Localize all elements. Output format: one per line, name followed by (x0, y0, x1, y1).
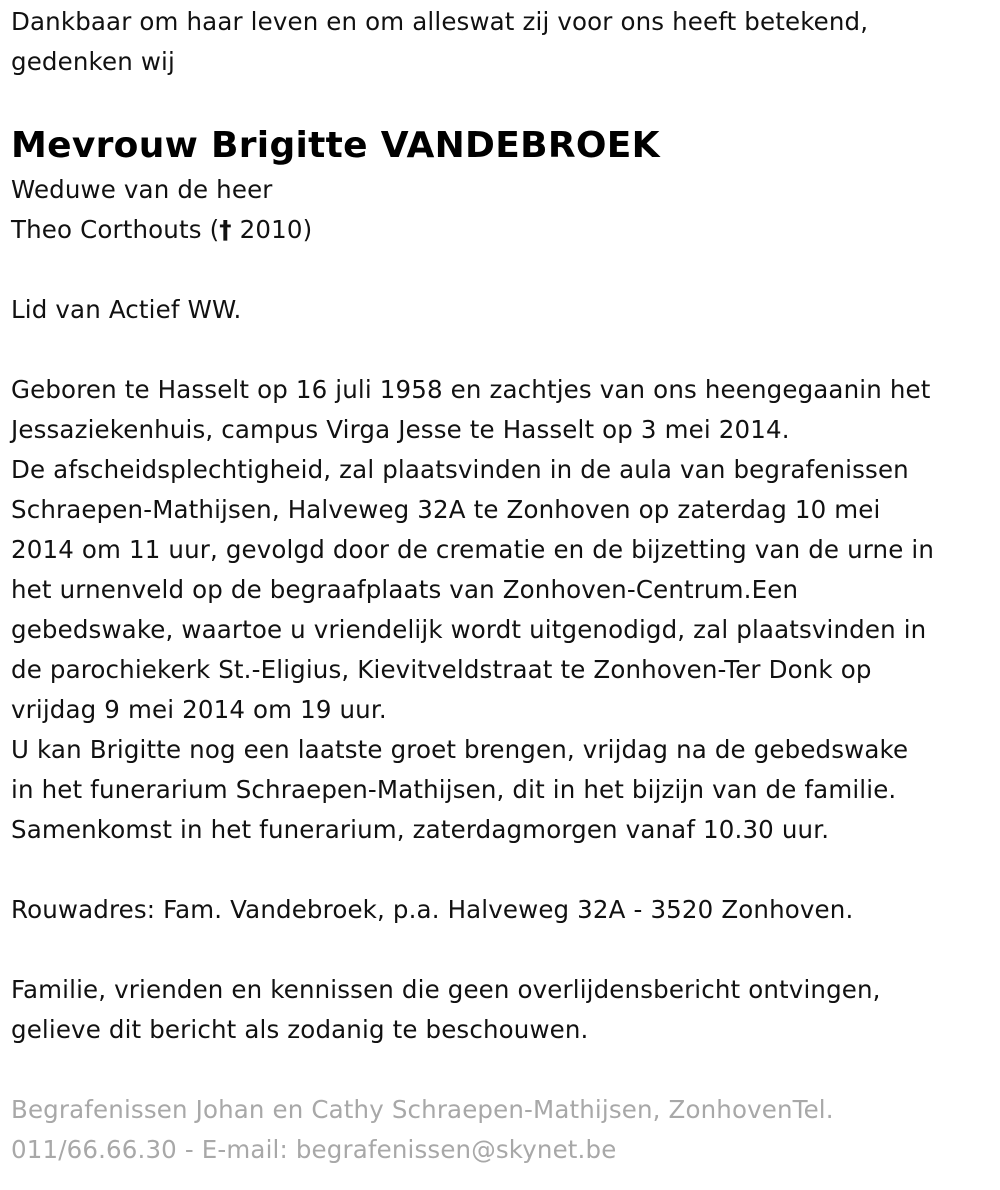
details-line-5: 2014 om 11 uur, gevolgd door de crematie en de bijzetting van de urne in (11, 535, 935, 564)
footer-phone: 011/66.66.30 - E-mail: (11, 1135, 296, 1164)
details-line-4: Schraepen-Mathijsen, Halveweg 32A te Zonhoven op zaterdag 10 mei (11, 495, 881, 524)
details-line-12: Samenkomst in het funerarium, zaterdagmorgen vanaf 10.30 uur. (11, 815, 830, 844)
details-text (11, 370, 1000, 850)
cross-icon: † (219, 215, 232, 244)
relation-line: Weduwe van de heer (11, 175, 273, 204)
spouse-name: Theo Corthouts ( (11, 215, 220, 244)
details-line-3: De afscheidsplechtigheid, zal plaatsvinden in de aula van begrafenissen (11, 455, 909, 484)
details-line-8: de parochiekerk St.-Eligius, Kievitveldstraat te Zonhoven-Ter Donk op (11, 655, 872, 684)
intro-text (11, 2, 1000, 82)
notice-text (11, 970, 1000, 1050)
details-line-2: Jessaziekenhuis, campus Virga Jesse te Hasselt op 3 mei 2014. (11, 415, 790, 444)
details-line-9: vrijdag 9 mei 2014 om 19 uur. (11, 695, 387, 724)
mourning-address: Rouwadres: Fam. Vandebroek, p.a. Halveweg 32A - 3520 Zonhoven. (11, 895, 854, 924)
details-line-7: gebedswake, waartoe u vriendelijk wordt uitgenodigd, zal plaatsvinden in (11, 615, 927, 644)
funeral-home-footer (11, 1090, 1000, 1170)
membership-text: Lid van Actief WW. (11, 295, 242, 324)
details-line-1: Geboren te Hasselt op 16 juli 1958 en zachtjes van ons heengegaanin het (11, 375, 931, 404)
details-line-10: U kan Brigitte nog een laatste groet brengen, vrijdag na de gebedswake (11, 735, 909, 764)
relation-text (11, 170, 1000, 250)
intro-line-1: Dankbaar om haar leven en om alleswat zij voor ons heeft betekend, (11, 7, 869, 36)
spouse-death-year: 2010) (231, 215, 313, 244)
notice-line-2: gelieve dit bericht als zodanig te beschouwen. (11, 1015, 589, 1044)
footer-email: begrafenissen@skynet.be (295, 1135, 617, 1164)
intro-line-2: gedenken wij (11, 47, 175, 76)
details-line-6: het urnenveld op de begraafplaats van Zonhoven-Centrum.Een (11, 575, 799, 604)
details-line-11: in het funerarium Schraepen-Mathijsen, dit in het bijzijn van de familie. (11, 775, 897, 804)
footer-line-1: Begrafenissen Johan en Cathy Schraepen-Mathijsen, ZonhovenTel. (11, 1095, 834, 1124)
notice-line-1: Familie, vrienden en kennissen die geen overlijdensbericht ontvingen, (11, 975, 881, 1004)
deceased-name: Mevrouw Brigitte VANDEBROEK (11, 125, 660, 166)
